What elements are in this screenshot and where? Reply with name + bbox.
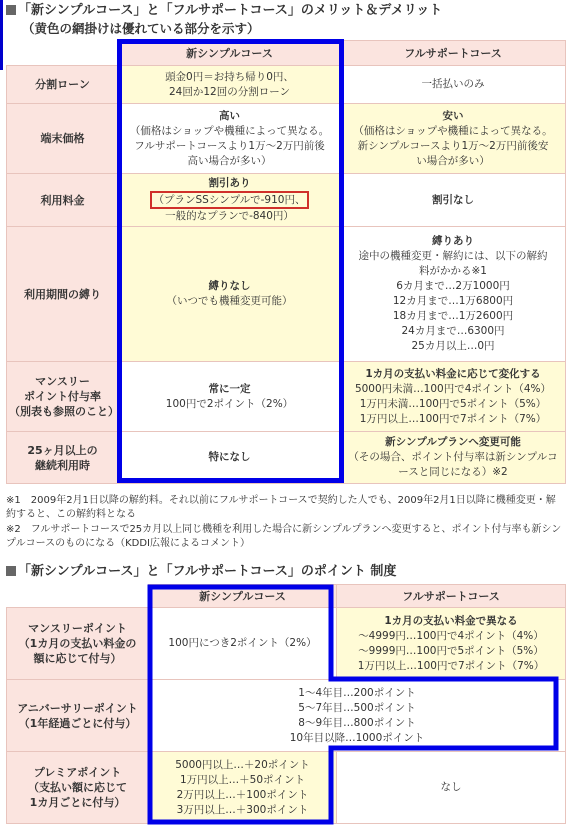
row-label-long-term: 25ヶ月以上の 継続利用時: [7, 432, 119, 484]
cell-simple-loan: 頭金0円＝お持ち帰り0円、 24回か12回の分割ローン: [119, 66, 341, 104]
highlight-box: （プランSSシンプルで-910円、: [150, 191, 310, 209]
cell-full-long-term: 新シンプルプランへ変更可能 （その場合、ポイント付与率は新シンプルコ ースと同じになる）※2: [341, 432, 566, 484]
cell-simple-price: 高い （価格はショップや機種によって異なる。 フルサポートコースより1万〜2万円前後 高い場合が多い）: [119, 104, 341, 174]
row-label-premier: プレミアポイント （支払い額に応じて 1カ月ごとに付与）: [7, 752, 149, 824]
cell-full-fee: 割引なし: [341, 174, 566, 227]
row-label-price: 端末価格: [7, 104, 119, 174]
col-header-simple: 新シンプルコース: [119, 41, 341, 66]
heading-points: 「新シンプルコース」と「フルサポートコース」のポイント 制度: [6, 564, 396, 580]
table-row: [7, 227, 566, 362]
table-row: [7, 104, 566, 174]
footnotes: [6, 494, 562, 551]
col-header-full: フルサポートコース: [337, 585, 566, 608]
table-row: [7, 66, 566, 104]
cell-simple-monthly: 100円につき2ポイント（2%）: [149, 608, 337, 680]
square-bullet-icon: [6, 566, 16, 576]
row-label-anniversary: アニバーサリーポイント （1年経過ごとに付与）: [7, 680, 149, 752]
edge-marker: [0, 0, 3, 70]
cell-full-price: 安い （価格はショップや機種によって異なる。 新シンプルコースより1万〜2万円前後安 い場合が多い）: [341, 104, 566, 174]
table-row: [7, 432, 566, 484]
square-bullet-icon: [6, 5, 16, 15]
row-label-points: マンスリー ポイント付与率 （別表も参照のこと）: [7, 362, 119, 432]
cell-simple-long-term: 特になし: [119, 432, 341, 484]
cell-simple-fee: 割引あり （プランSSシンプルで-910円、 一般的なプランで-840円）: [119, 174, 341, 227]
row-label-binding: 利用期間の縛り: [7, 227, 119, 362]
heading-merits: 「新シンプルコース」と「フルサポートコース」のメリット＆デメリット: [6, 3, 442, 19]
comparison-table: [6, 40, 566, 484]
row-label-monthly: マンスリーポイント （1カ月の支払い料金の 額に応じて付与）: [7, 608, 149, 680]
points-table: [6, 584, 566, 824]
col-header-simple: 新シンプルコース: [149, 585, 337, 608]
heading-merits-sub: （黄色の網掛けは優れている部分を示す）: [22, 21, 260, 36]
cell-both-anniversary: 1〜4年目…200ポイント 5〜7年目…500ポイント 8〜9年目…800ポイント 10年目以降…1000ポイント: [149, 680, 566, 752]
cell-full-loan: 一括払いのみ: [341, 66, 566, 104]
cell-simple-binding: 縛りなし （いつでも機種変更可能）: [119, 227, 341, 362]
cell-full-monthly: 1カ月の支払い料金で異なる 〜4999円…100円で4ポイント（4%） 〜9999円…100円で5ポイント（5%） 1万円以上…100円で7ポイント（7%）: [337, 608, 566, 680]
table-row: [7, 680, 566, 752]
cell-full-binding: 縛りあり 途中の機種変更・解約には、以下の解約 料がかかる※1 6カ月まで…2万1000円 12カ月まで…1万6800円 18カ月まで…1万2600円 24カ月まで…6300円 25カ月以上…0円: [341, 227, 566, 362]
footnote-1: ※1 2009年2月1日以降の解約料。それ以前にフルサポートコースで契約した人でも、2009年2月1日以降に機種変更・解約すると、この解約料となる: [6, 495, 556, 520]
footnote-2: ※2 フルサポートコースで25カ月以上同じ機種を利用した場合に新シンプルプランへ変更すると、ポイント付与率も新シンプルコースのものになる（KDDI広報によるコメント）: [6, 524, 562, 549]
row-label-fee: 利用料金: [7, 174, 119, 227]
table-row: [7, 752, 566, 824]
cell-full-points: 1カ月の支払い料金に応じて変化する 5000円未満…100円で4ポイント（4%） 1万円未満…100円で5ポイント（5%） 1万円以上…100円で7ポイント（7%）: [341, 362, 566, 432]
col-header-full: フルサポートコース: [341, 41, 566, 66]
table-row: [7, 362, 566, 432]
table-row: [7, 608, 566, 680]
table-row: [7, 174, 566, 227]
cell-full-premier: なし: [337, 752, 566, 824]
row-label-loan: 分割ローン: [7, 66, 119, 104]
cell-simple-points: 常に一定 100円で2ポイント（2%）: [119, 362, 341, 432]
cell-simple-premier: 5000円以上…＋20ポイント 1万円以上…＋50ポイント 2万円以上…＋100ポイント 3万円以上…＋300ポイント: [149, 752, 337, 824]
